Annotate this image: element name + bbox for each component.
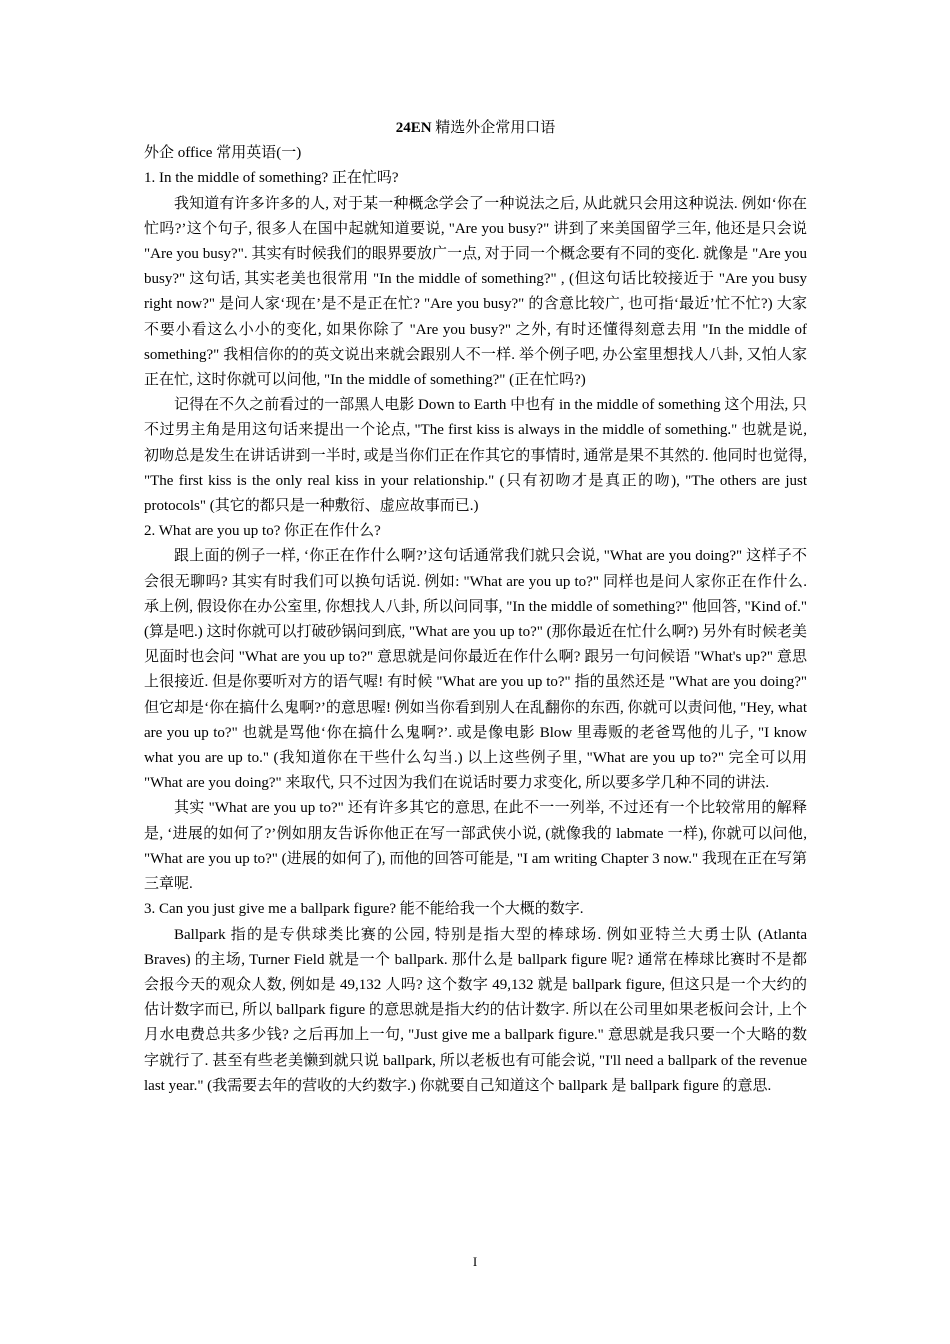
document-page: [144, 116, 807, 1099]
document-subtitle: 外企 office 常用英语(一): [144, 145, 302, 162]
section-1-paragraph-1: 我知道有许多许多的人, 对于某一种概念学会了一种说法之后, 从此就只会用这种说法. 例如‘你在忙吗?’这个句子, 很多人在国中起就知道要说, "Are you busy?" 讲到了来美国留学三年, 他还是只会说 "Are you busy?". 其实有时候我们的眼界要放广一点, 对于同一个概念要有不同的变化. 就像是 "Are you busy?" 这句话, 其实老美也很常用 "In the middle of something?" , (但这句话比较接近于 "Are you busy right now?" 是问人家‘现在’是不是正在忙? "Are you busy?" 的含意比较广, 也可指‘最近’忙不忙?) 大家不要小看这么小小的变化, 如果你除了 "Are you busy?" 之外, 有时还懂得刻意去用 "In the middle of something?" 我相信你的的英文说出来就会跟别人不一样. 举个例子吧, 办公室里想找人八卦, 又怕人家正在忙, 这时你就可以问他, "In the middle of something?" (正在忙吗?): [144, 195, 807, 389]
section-2-paragraph-2: 其实 "What are you up to?" 还有许多其它的意思, 在此不一一列举, 不过还有一个比较常用的解释是, ‘进展的如何了?’例如朋友告诉你他正在写一部武侠小说, (就像我的 labmate 一样), 你就可以问他, "What are you up to?" (进展的如何了), 而他的回答可能是, "I am writing Chapter 3 now." 我现在正在写第三章呢.: [144, 800, 807, 893]
section-2-heading: 2. What are you up to? 你正在作什么?: [144, 523, 381, 540]
title-rest: 精选外企常用口语: [431, 120, 556, 136]
document-title: [144, 116, 807, 141]
section-1-paragraph-2: 记得在不久之前看过的一部黑人电影 Down to Earth 中也有 in the middle of something 这个用法, 只不过男主角是用这句话来提出一个论点, "The first kiss is always in the middle of something." 也就是说, 初吻总是发生在讲话讲到一半时, 或是当你们正在作其它的事情时, 通常是果不其然的. 他同时也觉得, "The first kiss is the only real kiss in your relationship." (只有初吻才是真正的吻), "The others are just protocols" (其它的都只是一种敷衍、虚应故事而已.): [144, 397, 807, 515]
title-bold: 24EN: [395, 120, 432, 136]
page-number: I: [472, 1254, 478, 1269]
section-3-paragraph-1: Ballpark 指的是专供球类比赛的公园, 特别是指大型的棒球场. 例如亚特兰大勇士队 (Atlanta Braves) 的主场, Turner Field 就是一个 ballpark. 那什么是 ballpark figure 呢? 通常在棒球比赛时不是都会报今天的观众人数, 例如是 49,132 人吗? 这个数字 49,132 就是 ballpark figure, 但这只是一个大约的估计数字而已, 所以 ballpark figure 的意思就是指大约的估计数字. 所以在公司里如果老板问会计, 上个月水电费总共多少钱? 之后再加上一句, "Just give me a ballpark figure." 意思就是我只要一个大略的数字就行了. 甚至有些老美懒到就只说 ballpark, 所以老板也有可能会说, "I'll need a ballpark of the revenue last year." (我需要去年的营收的大约数字.) 你就要自己知道这个 ballpark 是 ballpark figure 的意思.: [144, 926, 807, 1094]
section-1-heading: 1. In the middle of something? 正在忙吗?: [144, 170, 399, 187]
section-3-heading: 3. Can you just give me a ballpark figure? 能不能给我一个大概的数字.: [144, 901, 584, 918]
section-2-paragraph-1: 跟上面的例子一样, ‘你正在作什么啊?’这句话通常我们就只会说, "What are you doing?" 这样子不会很无聊吗? 其实有时我们可以换句话说. 例如: "What are you up to?" 同样也是问人家你正在作什么. 承上例, 假设你在办公室里, 你想找人八卦, 所以问同事, "In the middle of something?" 他回答, "Kind of." (算是吧.) 这时你就可以打破砂锅问到底, "What are you up to?" (那你最近在忙什么啊?) 另外有时候老美见面时也会问 "What are you up to?" 意思就是问你最近在作什么啊? 跟另一句问候语 "What's up?" 意思上很接近. 但是你要听对方的语气喔! 有时候 "What are you up to?" 指的虽然还是 "What are you doing?" 但它却是‘你在搞什么鬼啊?’的意思喔! 例如当你看到别人在乱翻你的东西, 你就可以责问他, "Hey, what are you up to?" 也就是骂他‘你在搞什么鬼啊?’. 或是像电影 Blow 里毒贩的老爸骂他的儿子, "I know what you are up to." (我知道你在干些什么勾当.) 以上这些例子里, "What are you up to?" 完全可以用 "What are you doing?" 来取代, 只不过因为我们在说话时要力求变化, 所以要多学几种不同的讲法.: [144, 548, 808, 792]
